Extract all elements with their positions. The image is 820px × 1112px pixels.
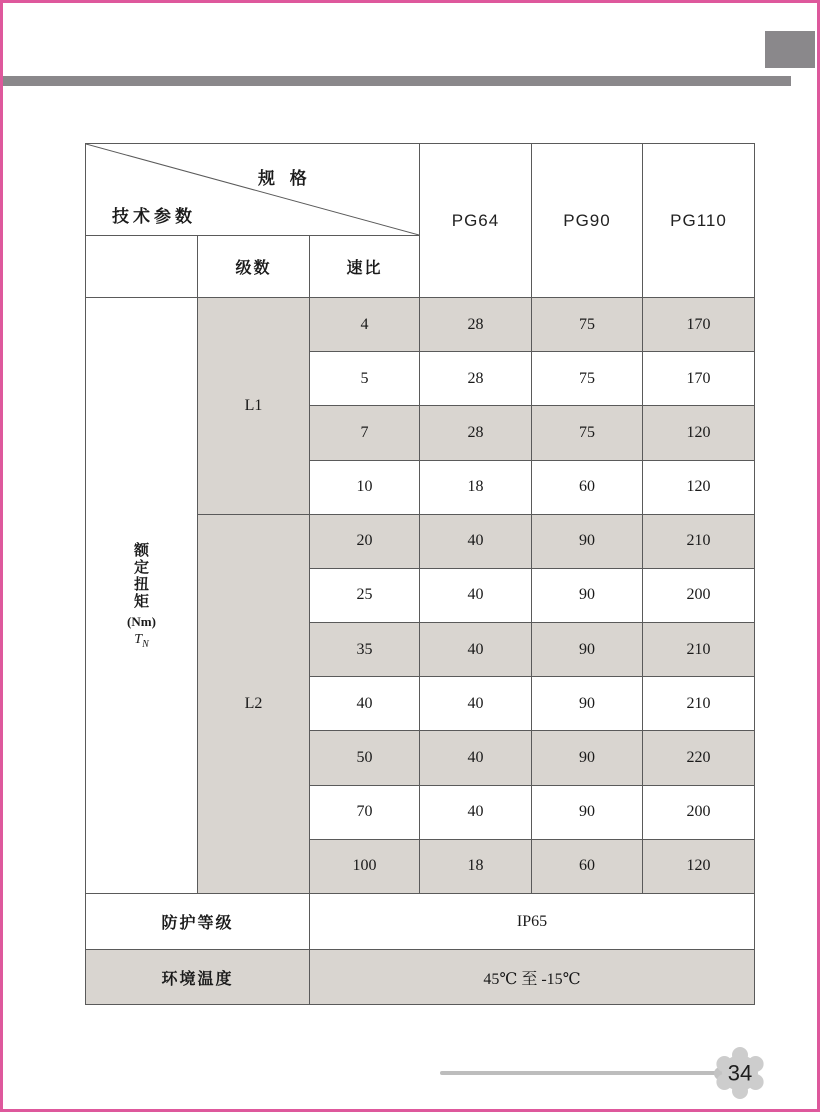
stage-header-cell: 级数 — [198, 236, 310, 298]
pg64-value-cell: 40 — [420, 515, 532, 569]
gear-icon — [712, 1045, 768, 1101]
ratio-value-cell: 20 — [310, 515, 420, 569]
stage-l2-cell: L2 — [198, 515, 310, 894]
pg90-value-cell: 75 — [532, 406, 643, 460]
rated-torque-vertical-label: 额定扭矩 — [133, 541, 149, 610]
ratio-value-cell: 7 — [310, 406, 420, 460]
pg64-value-cell: 28 — [420, 352, 532, 406]
ratio-value-cell: 50 — [310, 731, 420, 785]
col-header-pg64: PG64 — [420, 144, 532, 298]
corner-header-cell — [86, 144, 420, 236]
top-corner-block — [765, 31, 815, 68]
pg90-value-cell: 90 — [532, 515, 643, 569]
pg64-value-cell: 18 — [420, 461, 532, 515]
protection-grade-label: 防护等级 — [86, 894, 310, 950]
pg64-value-cell: 18 — [420, 840, 532, 894]
spec-table — [85, 143, 755, 1005]
page-number: 34 — [727, 1060, 753, 1086]
subheader-empty-cell — [86, 236, 198, 298]
pg110-value-cell: 210 — [643, 623, 754, 677]
ratio-value-cell: 35 — [310, 623, 420, 677]
pg90-value-cell: 60 — [532, 840, 643, 894]
footer-rule-line — [440, 1071, 720, 1075]
pg110-value-cell: 120 — [643, 840, 754, 894]
pg64-value-cell: 40 — [420, 786, 532, 840]
ratio-value-cell: 100 — [310, 840, 420, 894]
pg110-value-cell: 200 — [643, 786, 754, 840]
torque-unit-label: (Nm) — [127, 613, 156, 629]
pg90-value-cell: 75 — [532, 298, 643, 352]
pg90-value-cell: 90 — [532, 731, 643, 785]
top-rule-bar — [3, 76, 791, 86]
pg90-value-cell: 90 — [532, 677, 643, 731]
pg90-value-cell: 60 — [532, 461, 643, 515]
tech-param-label: 技术参数 — [112, 207, 196, 226]
ratio-value-cell: 70 — [310, 786, 420, 840]
ratio-value-cell: 10 — [310, 461, 420, 515]
pg64-value-cell: 28 — [420, 298, 532, 352]
pg90-value-cell: 75 — [532, 352, 643, 406]
pg110-value-cell: 200 — [643, 569, 754, 623]
pg64-value-cell: 40 — [420, 677, 532, 731]
spec-header-label: 规 格 — [258, 169, 312, 188]
ratio-value-cell: 40 — [310, 677, 420, 731]
ambient-temp-value: 45℃ 至 -15℃ — [310, 950, 754, 1004]
ratio-header-cell: 速比 — [310, 236, 420, 298]
pg110-value-cell: 120 — [643, 461, 754, 515]
ratio-value-cell: 5 — [310, 352, 420, 406]
pg110-value-cell: 220 — [643, 731, 754, 785]
pg90-value-cell: 90 — [532, 623, 643, 677]
pg90-value-cell: 90 — [532, 786, 643, 840]
pg64-value-cell: 40 — [420, 569, 532, 623]
col-header-pg90: PG90 — [532, 144, 643, 298]
protection-grade-value: IP65 — [310, 894, 754, 950]
ratio-value-cell: 25 — [310, 569, 420, 623]
pg64-value-cell: 40 — [420, 623, 532, 677]
pg110-value-cell: 210 — [643, 515, 754, 569]
pg64-value-cell: 28 — [420, 406, 532, 460]
rated-torque-cell — [86, 298, 198, 894]
pg110-value-cell: 170 — [643, 298, 754, 352]
ratio-value-cell: 4 — [310, 298, 420, 352]
pg110-value-cell: 210 — [643, 677, 754, 731]
torque-symbol: $T_N$ — [134, 631, 149, 650]
ambient-temp-label: 环境温度 — [86, 950, 310, 1004]
pg110-value-cell: 120 — [643, 406, 754, 460]
stage-l1-cell: L1 — [198, 298, 310, 515]
pg110-value-cell: 170 — [643, 352, 754, 406]
pg64-value-cell: 40 — [420, 731, 532, 785]
col-header-pg110: PG110 — [643, 144, 754, 298]
pg90-value-cell: 90 — [532, 569, 643, 623]
